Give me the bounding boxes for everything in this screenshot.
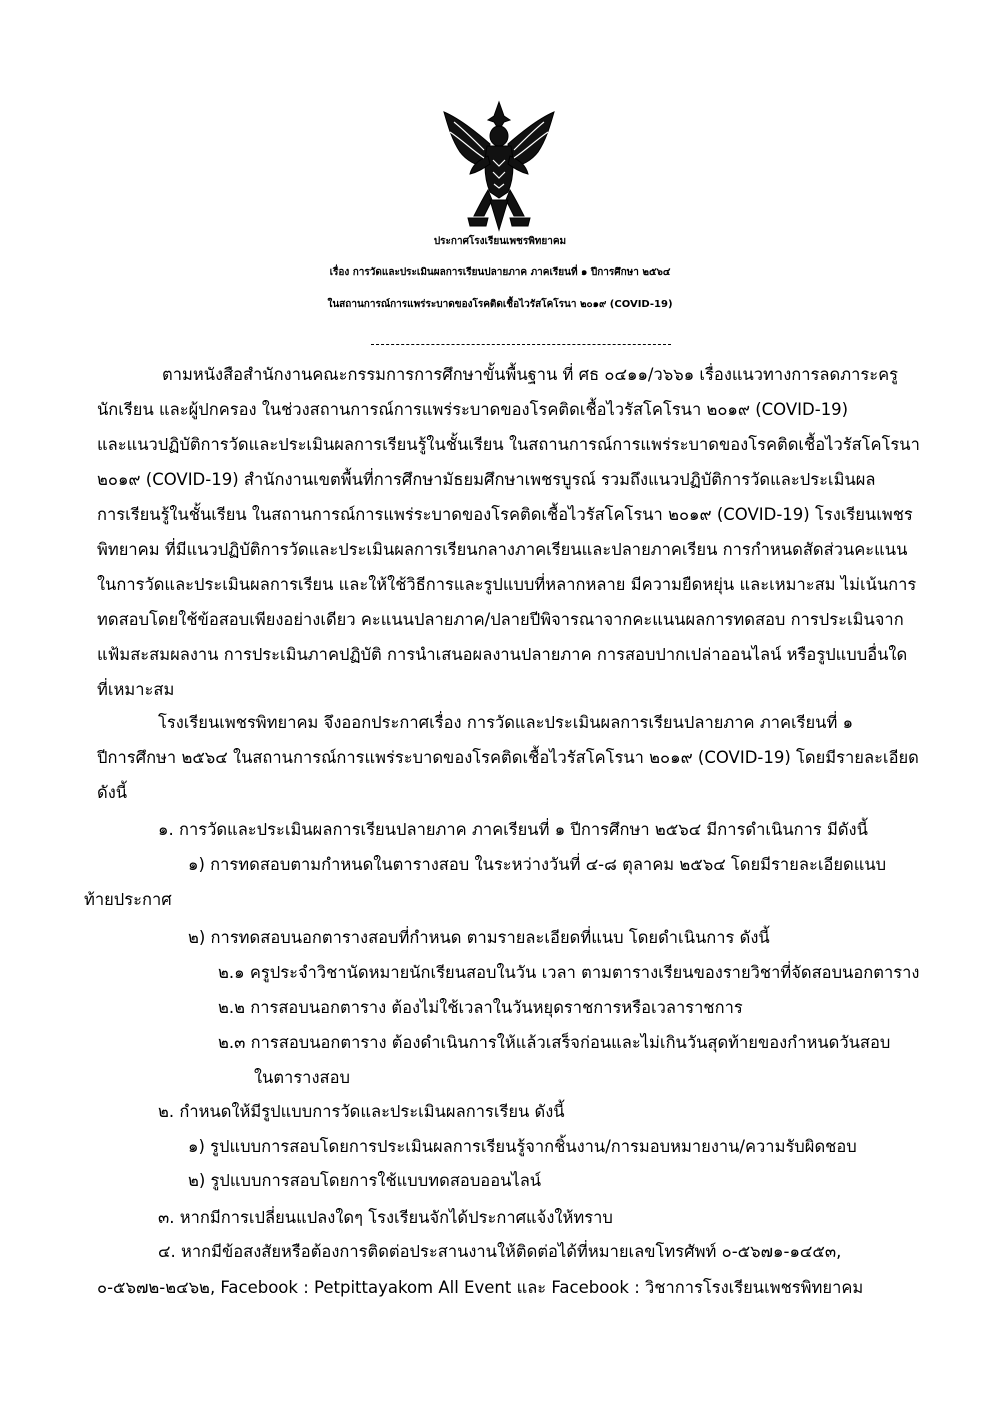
list-item: ๒.๓ การสอบนอกตาราง ต้องดำเนินการให้แล้วเสร็จก่อนและไม่เกินวันสุดท้ายของกำหนดวันสอบ [218,1033,891,1052]
body-line: ปีการศึกษา ๒๕๖๔ ในสถานการณ์การแพร่ระบาดของโรคติดเชื้อไวรัสโคโรนา ๒๐๑๙ (COVID-19) โดยมีรายละเอียด [97,748,919,767]
body-line: ดังนี้ [97,783,128,802]
list-item: ๑) รูปแบบการสอบโดยการประเมินผลการเรียนรู้จากชิ้นงาน/การมอบหมายงาน/ความรับผิดชอบ [188,1137,857,1156]
body-line: ในการวัดและประเมินผลการเรียน และให้ใช้วิธีการและรูปแบบที่หลากหลาย มีความยืดหยุ่น และเหมาะสม ไม่เน้นการ [97,575,917,594]
body-line: ตามหนังสือสำนักงานคณะกรรมการการศึกษาขั้นพื้นฐาน ที่ ศธ ๐๔๑๑/ว๖๖๑ เรื่องแนวทางการลดภาระครู [162,365,898,384]
announcement-context: ในสถานการณ์การแพร่ระบาดของโรคติดเชื้อไวรัสโคโรนา ๒๐๑๙ (COVID-19) [327,299,673,310]
list-item: ๔. หากมีข้อสงสัยหรือต้องการติดต่อประสานงานให้ติดต่อได้ที่หมายเลขโทรศัพท์ ๐-๕๖๗๑-๑๔๕๓, [158,1242,842,1261]
garuda-emblem-icon [438,100,560,232]
list-item: ในตารางสอบ [254,1068,350,1087]
list-item: ๓. หากมีการเปลี่ยนแปลงใดๆ โรงเรียนจักได้ประกาศแจ้งให้ทราบ [158,1208,613,1227]
list-item: ๒.๑ ครูประจำวิชานัดหมายนักเรียนสอบในวัน เวลา ตามตารางเรียนของรายวิชาที่จัดสอบนอกตาราง [218,963,920,982]
body-line: นักเรียน และผู้ปกครอง ในช่วงสถานการณ์การแพร่ระบาดของโรคติดเชื้อไวรัสโคโรนา ๒๐๑๙ (COVID-19) [97,400,849,419]
list-item: ท้ายประกาศ [84,890,172,909]
body-line: โรงเรียนเพชรพิทยาคม จึงออกประกาศเรื่อง การวัดและประเมินผลการเรียนปลายภาค ภาคเรียนที่ ๑ [158,713,854,732]
announcement-subject: เรื่อง การวัดและประเมินผลการเรียนปลายภาค ภาคเรียนที่ ๑ ปีการศึกษา ๒๕๖๔ [329,267,671,278]
body-line: พิทยาคม ที่มีแนวปฏิบัติการวัดและประเมินผลการเรียนกลางภาคเรียนและปลายภาคเรียน การกำหนดสัดส่วนคะแนน [97,540,908,559]
body-line: และแนวปฏิบัติการวัดและประเมินผลการเรียนรู้ในชั้นเรียน ในสถานการณ์การแพร่ระบาดของโรคติดเชื้อไวรัสโคโรนา [97,435,920,454]
list-item: ๒. กำหนดให้มีรูปแบบการวัดและประเมินผลการเรียน ดังนี้ [158,1102,565,1121]
list-item: ๒) รูปแบบการสอบโดยการใช้แบบทดสอบออนไลน์ [188,1171,542,1190]
title-divider [371,344,671,345]
announcement-title: ประกาศโรงเรียนเพชรพิทยาคม [433,236,567,247]
body-line: ๒๐๑๙ (COVID-19) สำนักงานเขตพื้นที่การศึกษามัธยมศึกษาเพชรบูรณ์ รวมถึงแนวปฏิบัติการวัดและประเมินผล [97,470,876,489]
list-item: ๒) การทดสอบนอกตารางสอบที่กำหนด ตามรายละเอียดที่แนบ โดยดำเนินการ ดังนี้ [188,928,770,947]
body-line: การเรียนรู้ในชั้นเรียน ในสถานการณ์การแพร่ระบาดของโรคติดเชื้อไวรัสโคโรนา ๒๐๑๙ (COVID-19) โรงเรียนเพชร [97,505,913,524]
body-line: ที่เหมาะสม [97,680,175,699]
list-item: ๒.๒ การสอบนอกตาราง ต้องไม่ใช้เวลาในวันหยุดราชการหรือเวลาราชการ [218,998,743,1017]
body-line: แฟ้มสะสมผลงาน การประเมินภาคปฏิบัติ การนำเสนอผลงานปลายภาค การสอบปากเปล่าออนไลน์ หรือรูปแบบอื่นใด [97,645,908,664]
body-line: ทดสอบโดยใช้ข้อสอบเพียงอย่างเดียว คะแนนปลายภาค/ปลายปีพิจารณาจากคะแนนผลการทดสอบ การประเมินจาก [97,610,904,629]
list-item: ๑) การทดสอบตามกำหนดในตารางสอบ ในระหว่างวันที่ ๔-๘ ตุลาคม ๒๕๖๔ โดยมีรายละเอียดแนบ [188,855,887,874]
list-item: ๑. การวัดและประเมินผลการเรียนปลายภาค ภาคเรียนที่ ๑ ปีการศึกษา ๒๕๖๔ มีการดำเนินการ มีดังนี้ [158,820,868,839]
list-item: ๐-๕๖๗๒-๒๔๖๒, Facebook : Petpittayakom All Event และ Facebook : วิชาการโรงเรียนเพชรพิทยาคม [97,1278,864,1297]
